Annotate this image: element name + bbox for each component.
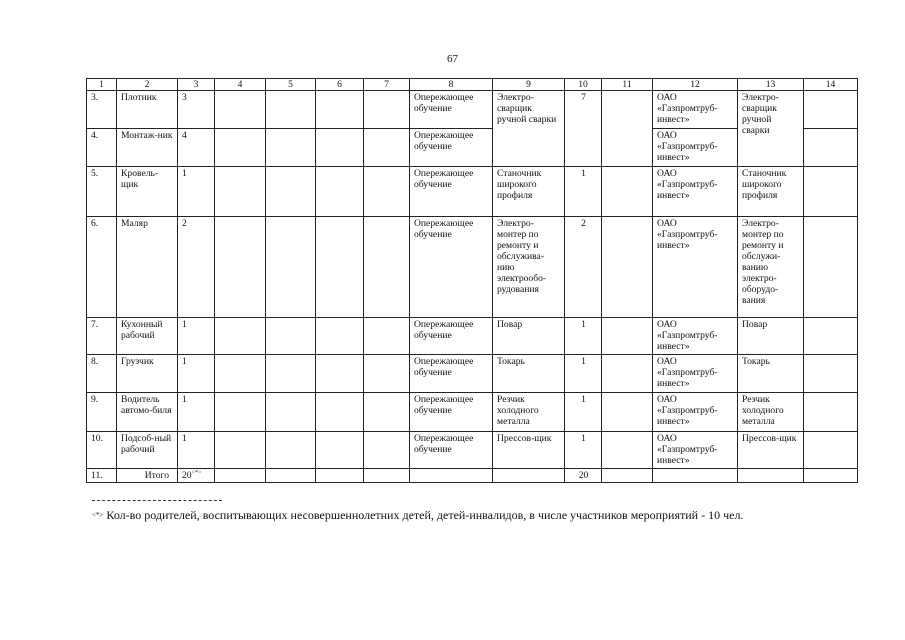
profession-cell: Подсоб-ный рабочий [117,432,178,469]
footnote-reference: <*> [191,470,202,476]
empty-cell [653,469,738,483]
empty-cell [215,217,266,318]
total-count-cell [178,469,215,483]
column-number: 13 [738,79,804,91]
total-col10-cell: 20 [565,469,602,483]
col10-cell: 1 [565,393,602,432]
total-label: Итого [117,469,178,483]
empty-cell [804,91,858,129]
empty-cell [364,129,410,167]
profession-cell: Грузчик [117,355,178,393]
col13-cell: Резчик холодного металла [738,393,804,432]
column-number: 3 [178,79,215,91]
empty-cell [364,167,410,217]
table-row [87,217,858,318]
target-profession-cell: Повар [493,318,565,355]
empty-cell [410,469,493,483]
empty-cell [602,318,653,355]
empty-cell [364,393,410,432]
target-profession-cell: Электро-сварщик ручной сварки [493,91,565,167]
row-number: 7. [87,318,117,355]
organization-cell: ОАО «Газпромтруб-инвест» [653,91,738,129]
training-form-cell: Опережающее обучение [410,318,493,355]
col10-cell: 7 [565,91,602,167]
empty-cell [316,217,364,318]
empty-cell [602,469,653,483]
empty-cell [804,318,858,355]
empty-cell [215,432,266,469]
empty-cell [215,129,266,167]
empty-cell [316,167,364,217]
count-cell: 3 [178,91,215,129]
organization-cell: ОАО «Газпромтруб-инвест» [653,355,738,393]
profession-cell: Маляр [117,217,178,318]
column-number: 12 [653,79,738,91]
target-profession-cell: Прессов-щик [493,432,565,469]
count-cell: 1 [178,355,215,393]
target-profession-cell: Электро-монтер по ремонту и обслужива-нию электрообо-рудования [493,217,565,318]
training-form-cell: Опережающее обучение [410,355,493,393]
table-row [87,91,858,129]
col13-cell: Электро-монтер по ремонту и обслужи-ванию электро-оборудо-вания [738,217,804,318]
row-number: 6. [87,217,117,318]
organization-cell: ОАО «Газпромтруб-инвест» [653,167,738,217]
target-profession-cell: Токарь [493,355,565,393]
count-cell: 1 [178,432,215,469]
empty-cell [804,469,858,483]
column-number: 11 [602,79,653,91]
training-form-cell: Опережающее обучение [410,167,493,217]
col10-cell: 1 [565,318,602,355]
empty-cell [364,318,410,355]
empty-cell [602,355,653,393]
empty-cell [602,393,653,432]
count-cell: 1 [178,393,215,432]
row-number: 11. [87,469,117,483]
column-number: 2 [117,79,178,91]
table-row [87,432,858,469]
total-count: 20 [182,470,192,481]
empty-cell [266,432,316,469]
training-form-cell: Опережающее обучение [410,217,493,318]
empty-cell [364,469,410,483]
column-number: 1 [87,79,117,91]
empty-cell [316,91,364,129]
empty-cell [738,469,804,483]
empty-cell [364,91,410,129]
target-profession-cell: Резчик холодного металла [493,393,565,432]
organization-cell: ОАО «Газпромтруб-инвест» [653,318,738,355]
empty-cell [266,217,316,318]
empty-cell [602,217,653,318]
row-number: 9. [87,393,117,432]
profession-cell: Кухонный рабочий [117,318,178,355]
empty-cell [266,355,316,393]
empty-cell [493,469,565,483]
row-number: 3. [87,91,117,129]
organization-cell: ОАО «Газпромтруб-инвест» [653,129,738,167]
col10-cell: 1 [565,432,602,469]
empty-cell [266,91,316,129]
count-cell: 2 [178,217,215,318]
column-number: 5 [266,79,316,91]
col13-cell: Станочник широкого профиля [738,167,804,217]
table-row [87,318,858,355]
empty-cell [266,129,316,167]
employment-table [86,78,858,483]
empty-cell [602,91,653,167]
column-number: 6 [316,79,364,91]
profession-cell: Водитель автомо-биля [117,393,178,432]
empty-cell [215,355,266,393]
total-row [87,469,858,483]
row-number: 5. [87,167,117,217]
empty-cell [804,129,858,167]
col13-cell: Повар [738,318,804,355]
empty-cell [215,393,266,432]
target-profession-cell: Станочник широкого профиля [493,167,565,217]
row-number: 8. [87,355,117,393]
empty-cell [316,318,364,355]
empty-cell [266,167,316,217]
training-form-cell: Опережающее обучение [410,129,493,167]
empty-cell [316,129,364,167]
column-number: 14 [804,79,858,91]
col13-cell: Прессов-щик [738,432,804,469]
empty-cell [316,469,364,483]
empty-cell [804,393,858,432]
count-cell: 1 [178,318,215,355]
empty-cell [364,355,410,393]
table-row [87,167,858,217]
organization-cell: ОАО «Газпромтруб-инвест» [653,432,738,469]
organization-cell: ОАО «Газпромтруб-инвест» [653,393,738,432]
count-cell: 4 [178,129,215,167]
empty-cell [215,167,266,217]
footnote-separator [92,500,222,501]
col13-cell: Электро-сварщик ручной сварки [738,91,804,167]
column-number-row [87,79,858,91]
footnote-text: Кол-во родителей, воспитывающих несовершеннолетних детей, детей-инвалидов, в числе участников мероприятий - 10 чел. [106,508,744,522]
empty-cell [364,432,410,469]
row-number: 4. [87,129,117,167]
empty-cell [804,432,858,469]
empty-cell [215,91,266,129]
empty-cell [316,355,364,393]
footnote [92,508,743,522]
row-number: 10. [87,432,117,469]
empty-cell [316,432,364,469]
empty-cell [804,355,858,393]
empty-cell [266,469,316,483]
training-form-cell: Опережающее обучение [410,432,493,469]
footnote-mark: <*> [92,511,104,519]
empty-cell [266,318,316,355]
count-cell: 1 [178,167,215,217]
column-number: 4 [215,79,266,91]
organization-cell: ОАО «Газпромтруб-инвест» [653,217,738,318]
profession-cell: Монтаж-ник [117,129,178,167]
column-number: 10 [565,79,602,91]
empty-cell [804,167,858,217]
training-form-cell: Опережающее обучение [410,91,493,129]
empty-cell [316,393,364,432]
col13-cell: Токарь [738,355,804,393]
column-number: 7 [364,79,410,91]
col10-cell: 2 [565,217,602,318]
column-number: 8 [410,79,493,91]
empty-cell [215,318,266,355]
empty-cell [215,469,266,483]
empty-cell [364,217,410,318]
table-row [87,355,858,393]
col10-cell: 1 [565,167,602,217]
empty-cell [804,217,858,318]
col10-cell: 1 [565,355,602,393]
empty-cell [602,167,653,217]
empty-cell [602,432,653,469]
empty-cell [266,393,316,432]
profession-cell: Плотник [117,91,178,129]
profession-cell: Кровель-щик [117,167,178,217]
table-row [87,393,858,432]
page-number: 67 [447,53,458,65]
training-form-cell: Опережающее обучение [410,393,493,432]
column-number: 9 [493,79,565,91]
